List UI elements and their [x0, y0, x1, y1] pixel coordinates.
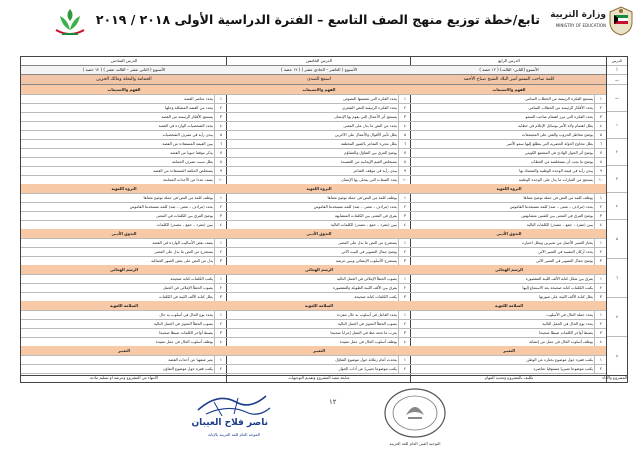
kuwait-emblem-icon — [608, 6, 634, 36]
objective-number: ١ — [398, 238, 411, 247]
objective-number: ٥ — [594, 130, 607, 139]
objective-number: ٣ — [398, 328, 411, 337]
objective-text: يوضح الفرق في المعنى بين كلمتين متشابهتين — [521, 213, 593, 218]
objective-text: يصوب الخطأ الإملائي في الجمل — [162, 285, 213, 290]
objective-text: يبين (مفرد – جمع – مصدر) الكلمات — [156, 222, 213, 227]
objective-number: ١٠ — [594, 175, 607, 184]
section-title: التذوق الأدبي — [111, 231, 137, 236]
objective-text: يحدد نوع الحال في الجمل التالية — [542, 321, 593, 326]
objective-text: يوظف كلمة من النص في جملة توضح معناها — [523, 195, 593, 200]
objective-text: يحدد (مرادف – معنى – ضد) كلمة مستخدما القاموس — [313, 204, 397, 209]
objective-text: يعلل اهتمام ولاة الأمر بوسائل الإعلام في خطابه — [518, 123, 593, 128]
section-title: التذوق الأدبي — [306, 231, 332, 236]
section-title: الثروة اللغوية — [111, 186, 137, 191]
objective-number: ١ — [398, 355, 411, 364]
lesson-name: الدرس الخامس — [227, 57, 411, 66]
objective-text: يفرق بين الألف اللينة الطويلة والمقصورة — [332, 285, 397, 290]
objective-text: يصوب الخطأ الإملائي في الجمل التالية — [336, 276, 397, 281]
row-label: ٨ — [616, 353, 618, 358]
objective-number: ٢ — [214, 202, 227, 211]
objective-text: يستخلص القيم الإيجابية من القصيدة — [340, 159, 397, 164]
row-label: ٣ — [607, 166, 627, 193]
objective-text: يوضح جمال التصوير في البيت الآتي — [341, 249, 397, 254]
lesson-name: الدرس السادس — [21, 57, 227, 66]
objective-text: يفرق في المعنى بين الكلمات المتشابهة — [334, 213, 397, 218]
objective-number: ١٠ — [214, 175, 227, 184]
objective-text: يستخلص الحكمة المستفادة من القصة — [153, 168, 213, 173]
section-title: السلامة اللغوية — [110, 303, 138, 308]
section-title: الفهم والاستيعاب — [492, 87, 526, 92]
objective-text: يضبط أواخر الكلمات ضبطا صحيحا — [159, 330, 213, 335]
objective-number: ١ — [398, 310, 411, 319]
section-title: التذوق الأدبي — [496, 231, 522, 236]
lesson-title: اسمع الصدى — [227, 75, 411, 85]
objective-text: يضبط أواخر الكلمات ضبطا صحيحا — [539, 330, 593, 335]
objective-number: ٣ — [214, 292, 227, 301]
footer-cell-5: متابعة تنفيذ المشروع وتقديم التوجيهات — [226, 374, 411, 382]
objective-text: يكتب موضوعا تعبيريا عن آداب الحوار — [338, 366, 397, 371]
row-label: أ — [607, 66, 627, 75]
stamp-text: التوجيه الفني العام للغة العربية — [389, 441, 441, 446]
objective-number: ٣ — [594, 112, 607, 121]
objective-text: يحدد الفكرة التي تتضمنها النصوص — [343, 96, 397, 101]
objective-number: ٢ — [398, 283, 411, 292]
objective-text: يكتب الكلمات كتابة صحيحة — [354, 294, 397, 299]
row-label: الدرس — [607, 57, 627, 66]
objective-number: ٣ — [594, 256, 607, 265]
objective-number: ٣ — [398, 112, 411, 121]
section-title: التعبير — [118, 348, 130, 353]
objective-text: يكتب الكلمات كتابة صحيحة بعد الاستماع إليها — [522, 285, 593, 290]
objective-number: ١ — [594, 274, 607, 283]
section-title: الرسم الهجائي — [495, 267, 523, 272]
objective-number: ٢ — [594, 283, 607, 292]
objective-text: يستنتج أثر الأعمال التي يقوم بها الإنسان — [334, 114, 397, 119]
objective-number: ٢ — [594, 364, 607, 373]
objective-row — [21, 364, 227, 374]
objective-text: يحدد (مرادف – معنى – ضد) كلمة مستخدما القاموس — [129, 204, 213, 209]
objective-number: ٢ — [398, 103, 411, 112]
objective-number: ٩ — [594, 166, 607, 175]
objective-text: يوظف أسلوب الحال في جمل مفيدة — [155, 339, 213, 344]
objective-text: يحدد نوع الحال في أسلوب به حال — [159, 312, 213, 317]
objective-number: ١ — [214, 355, 227, 364]
row-label: ١ — [607, 112, 627, 139]
objective-text: يكتب فقرة حول موضوع يختاره عن الوطن — [526, 357, 593, 362]
objective-number: ٨ — [398, 157, 411, 166]
objective-number: ١ — [594, 355, 607, 364]
week-range: الأسبوع ( الثاني عشر – الثالث عشر ) ( ١٢ حصة ) — [21, 66, 227, 75]
objective-number: ١ — [398, 274, 411, 283]
objective-text: يبين (مفرد – جمع – مصدر) الكلمات التالية — [526, 222, 593, 227]
objective-number: ١ — [214, 193, 227, 202]
page-title: تابع/خطة توزيع منهج الصف التاسع – الفترة الدراسية الأولى ٢٠١٨ / ٢٠١٩ — [95, 12, 540, 27]
objective-number: ١ — [214, 274, 227, 283]
objective-text: يستنتج الفكرة الرئيسة من الخطاب السامي — [525, 96, 593, 101]
objective-text: يوضح ما يجب أن نستخلصه من الخطاب — [530, 159, 593, 164]
objective-number: ٧ — [214, 148, 227, 157]
objective-text: يستخرج الأسلوب الإنشائي ويبين غرضه — [335, 258, 397, 263]
objective-number: ٧ — [594, 148, 607, 157]
objective-text: يحدد من القصة المشكلة وحلها — [165, 105, 213, 110]
objective-number: ٥ — [398, 130, 411, 139]
objective-number: ٨ — [214, 157, 227, 166]
objective-number: ١ — [398, 94, 411, 103]
objective-text: يختار التعبير الأجمل من تعبيرين ويعلل اختياره — [522, 240, 593, 245]
section-title: الثروة اللغوية — [496, 186, 522, 191]
objective-text: يحدد من النص ما يدل على المعنى — [343, 123, 397, 128]
objective-text: يبدي رأيه في تصرف الشخصيات — [162, 132, 213, 137]
objective-text: يعبر شفهيا عن أحداث القصة — [168, 357, 213, 362]
objective-text: يكتب فقرة حول موضوع التعاون — [162, 366, 213, 371]
objective-text: يعلل كتابة الألف اللينة على صورتها — [538, 294, 593, 299]
objective-number: ٣ — [214, 112, 227, 121]
objective-number: ٤ — [594, 121, 607, 130]
signature-subtitle: الموجه العام للغة العربية بالإنابة — [207, 432, 261, 437]
official-stamp-icon — [378, 385, 452, 447]
objective-text: يعلل كتابة الألف اللينة في الكلمات — [159, 294, 213, 299]
lesson-title: كلمة صاحب السمو أمير البلاد الشيخ صباح الأحمد — [411, 75, 607, 85]
objective-number: ١ — [594, 310, 607, 319]
row-label: ب — [607, 75, 627, 85]
objective-text: يوضح جمال التصوير في التعبير الآتي — [536, 258, 593, 263]
row-label: ت — [607, 85, 627, 112]
objective-text: يستخرج من النص ما يدل على المعنى — [338, 240, 397, 245]
objective-text: يحدد الأفكار الرئيسة من الخطاب السامي — [528, 105, 593, 110]
objective-number: ١ — [214, 238, 227, 247]
objective-text: يستنتج من العبارات ما يدل على الوحدة الوطنية — [518, 177, 593, 182]
objective-number: ٨ — [594, 157, 607, 166]
objective-number: ٣ — [398, 292, 411, 301]
objective-text: يحدد الفاعل في أسلوب به حال مفردة — [337, 312, 397, 317]
objective-text: يصوب الخطأ النحوي في الجمل التالية — [337, 321, 397, 326]
objective-row — [227, 364, 411, 374]
objective-text: يستخرج من النص ما يدل على المعنى — [154, 249, 213, 254]
objective-text: يحدد عناصر القصة — [184, 96, 213, 101]
objective-text: يعلل سبب تصرف الحمامة — [171, 159, 213, 164]
objective-text: يبين (مفرد – جمع – مصدر) الكلمات التالية — [330, 222, 397, 227]
section-title: التعبير — [313, 348, 325, 353]
objective-number: ٦ — [214, 139, 227, 148]
section-title: الفهم والاستيعاب — [107, 87, 141, 92]
row-label: ٥ — [607, 220, 627, 259]
objective-number: ٣ — [594, 328, 607, 337]
section-title: الثروة اللغوية — [306, 186, 332, 191]
objective-number: ٤ — [214, 121, 227, 130]
objective-number: ٥ — [214, 130, 227, 139]
objective-number: ٣ — [214, 256, 227, 265]
objective-text: يبدي رأيه في موقف الشاعر — [353, 168, 397, 173]
objective-number: ٤ — [594, 220, 607, 229]
objective-text: يوظف أسلوب الحال في جمل مفيدة — [339, 339, 397, 344]
objective-text: يعدد الصفات التي يتحلى بها الإنسان — [341, 177, 397, 182]
objective-text: يدل من النص على بعض الصور الجمالية — [151, 258, 213, 263]
objective-number: ١ — [214, 310, 227, 319]
objective-number: ١ — [398, 193, 411, 202]
objective-number: ٦ — [398, 139, 411, 148]
row-header-column — [606, 57, 627, 375]
objective-number: ٣ — [594, 211, 607, 220]
objective-text: يصوب الخطأ النحوي في الجمل التالية — [153, 321, 213, 326]
section-title: الرسم الهجائي — [110, 267, 138, 272]
row-label: ٧ — [607, 298, 627, 337]
objective-number: ٢ — [594, 319, 607, 328]
objective-text: يوظف أسلوب الحال في جمل من إنشائه — [529, 339, 593, 344]
objective-text: يوضح الفرق بين التفاؤل والتشاؤم — [344, 150, 397, 155]
ministry-logo — [550, 6, 634, 40]
row-label: ٢ — [607, 139, 627, 166]
objective-text: يستنتج الأفكار الرئيسة من القصة — [161, 114, 213, 119]
objective-number: ٢ — [214, 364, 227, 373]
objective-text: يكتب موضوعا تعبيريا مستوفيا عناصره — [533, 366, 593, 371]
lesson-column-5 — [226, 57, 411, 375]
objective-text: يفرق بين شكل كتابة الألف اللينة المقصورة — [525, 276, 593, 281]
objective-number: ٢ — [214, 247, 227, 256]
objective-number: ٤ — [398, 121, 411, 130]
objective-number: ٧ — [398, 148, 411, 157]
objective-text: يبدي رأيه في قيمة الوحدة الوطنية والتمسك بها — [519, 168, 593, 173]
objective-text: يصف عددا من الأحداث المتتابعة — [162, 177, 213, 182]
objective-text: يعلل مخاوج الدولة الحضرية التي يتطلع إليها سمو الأمير — [506, 141, 593, 146]
objective-text: يوضح أثر الحوار الهادئ في المجتمع الكويتي — [524, 150, 593, 155]
objective-text: يحدد أركان التشبيه في التعبير الآتي — [538, 249, 593, 254]
objective-text: يحدد جملة الحال في الأسلوب — [546, 312, 593, 317]
week-range: الأسبوع (الثاني- الثالث) ( ١٢ حصة ) — [411, 66, 607, 75]
row-label: ٤ — [607, 193, 627, 220]
objective-number: ٤ — [398, 220, 411, 229]
objective-text: يكتب الكلمات كتابة صحيحة — [170, 276, 213, 281]
section-title: الرسم الهجائي — [305, 267, 333, 272]
lesson-title: الحمامة والنحلة ومالك الحزين — [21, 75, 227, 85]
section-title: السلامة اللغوية — [495, 303, 523, 308]
lesson-name: الدرس الرابع — [411, 57, 607, 66]
ministry-name: وزارة التربية — [550, 10, 606, 20]
arabic-guidance-logo-icon — [52, 6, 88, 38]
section-title: الفهم والاستيعاب — [302, 87, 336, 92]
section-title: التعبير — [503, 348, 515, 353]
objective-number: ٢ — [398, 202, 411, 211]
objective-text: يصف بعض الأساليب الواردة في القصة — [152, 240, 213, 245]
objective-text: يوظف كلمة من النص في جملة توضح معناها — [327, 195, 397, 200]
objective-text: يبين القيمة المستفادة من القصة — [162, 141, 213, 146]
objective-number: ٣ — [594, 292, 607, 301]
week-range: الأسبوع ( العاشر – الحادي عشر ) ( ١٢ حصة ) — [227, 66, 411, 75]
objective-text: يعلل تأثير الأقوال والأعمال على الآخرين — [334, 132, 397, 137]
objective-text: يذكر موقفا حيويا من القصة — [170, 150, 213, 155]
objective-number: ٢ — [214, 283, 227, 292]
objective-number: ٢ — [398, 364, 411, 373]
objective-number: ٢ — [398, 319, 411, 328]
objective-text: يعرب ما تحته خط في الجمل إعرابا صحيحا — [330, 330, 397, 335]
objective-number: ٦ — [594, 139, 607, 148]
objective-number: ٩ — [214, 166, 227, 175]
objective-text: يحدد الشخصيات الواردة في القصة — [158, 123, 213, 128]
objective-number: ٢ — [398, 247, 411, 256]
objective-number: ١ — [594, 94, 607, 103]
objective-text: يوضح الفرق بين الكلمات في المعنى — [155, 213, 213, 218]
objective-number: ٣ — [214, 328, 227, 337]
objective-number: ١ — [594, 193, 607, 202]
objective-number: ٢ — [594, 247, 607, 256]
row-label: ٦ — [607, 259, 627, 298]
objective-number: ٤ — [594, 337, 607, 346]
section-title: السلامة اللغوية — [305, 303, 333, 308]
objective-number: ٢ — [594, 202, 607, 211]
objective-text: يحدد الفكرة التي تبرز اهتمام صاحب السمو — [525, 114, 593, 119]
objective-number: ٣ — [214, 211, 227, 220]
objective-number: ٢ — [594, 103, 607, 112]
objective-text: يوضح مخاطر الحروب والفتن على المجتمعات — [521, 132, 593, 137]
objective-text: يتحدث أمام زملائه حول موضوع التفاؤل — [335, 357, 397, 362]
objective-text: يحدد الفكرة الرئيسة للنص الشعري — [342, 105, 397, 110]
objective-number: ٤ — [398, 337, 411, 346]
objective-number: ٤ — [214, 220, 227, 229]
curriculum-plan-table — [20, 56, 628, 376]
objective-text: يعلل مجيء الشاعر بالصور المختلفة — [340, 141, 397, 146]
objective-number: ٤ — [214, 337, 227, 346]
objective-number: ٣ — [398, 256, 411, 265]
project-footer-row — [20, 374, 628, 383]
objective-text: يوظف كلمة من النص في جملة توضح معناها — [143, 195, 213, 200]
footer-cell-4: تكليف بالمشروع وتحديد المهام — [410, 374, 607, 382]
objective-text: يحدد (مرادف – معنى – ضد) كلمة مستخدما القاموس — [509, 204, 593, 209]
objective-number: ٣ — [398, 211, 411, 220]
signature-name: ناصر فلاح العيبان — [191, 418, 268, 428]
objective-number: ١٠ — [398, 175, 411, 184]
page-number: ١٢ — [329, 398, 337, 406]
page-header — [0, 0, 640, 56]
objective-row — [411, 364, 607, 374]
objective-number: ٢ — [214, 103, 227, 112]
objective-number: ١ — [214, 94, 227, 103]
lesson-column-4 — [410, 57, 607, 375]
footer-label: المشروع والأداء — [602, 375, 627, 380]
lesson-column-6 — [21, 57, 227, 375]
footer-cell-6: الانتهاء من المشروع وعرضه أو تسليم مادته — [90, 375, 158, 380]
objective-number: ٩ — [398, 166, 411, 175]
ministry-name-en: MINISTRY OF EDUCATION — [555, 23, 606, 28]
objective-number: ٢ — [214, 319, 227, 328]
objective-number: ١ — [594, 238, 607, 247]
